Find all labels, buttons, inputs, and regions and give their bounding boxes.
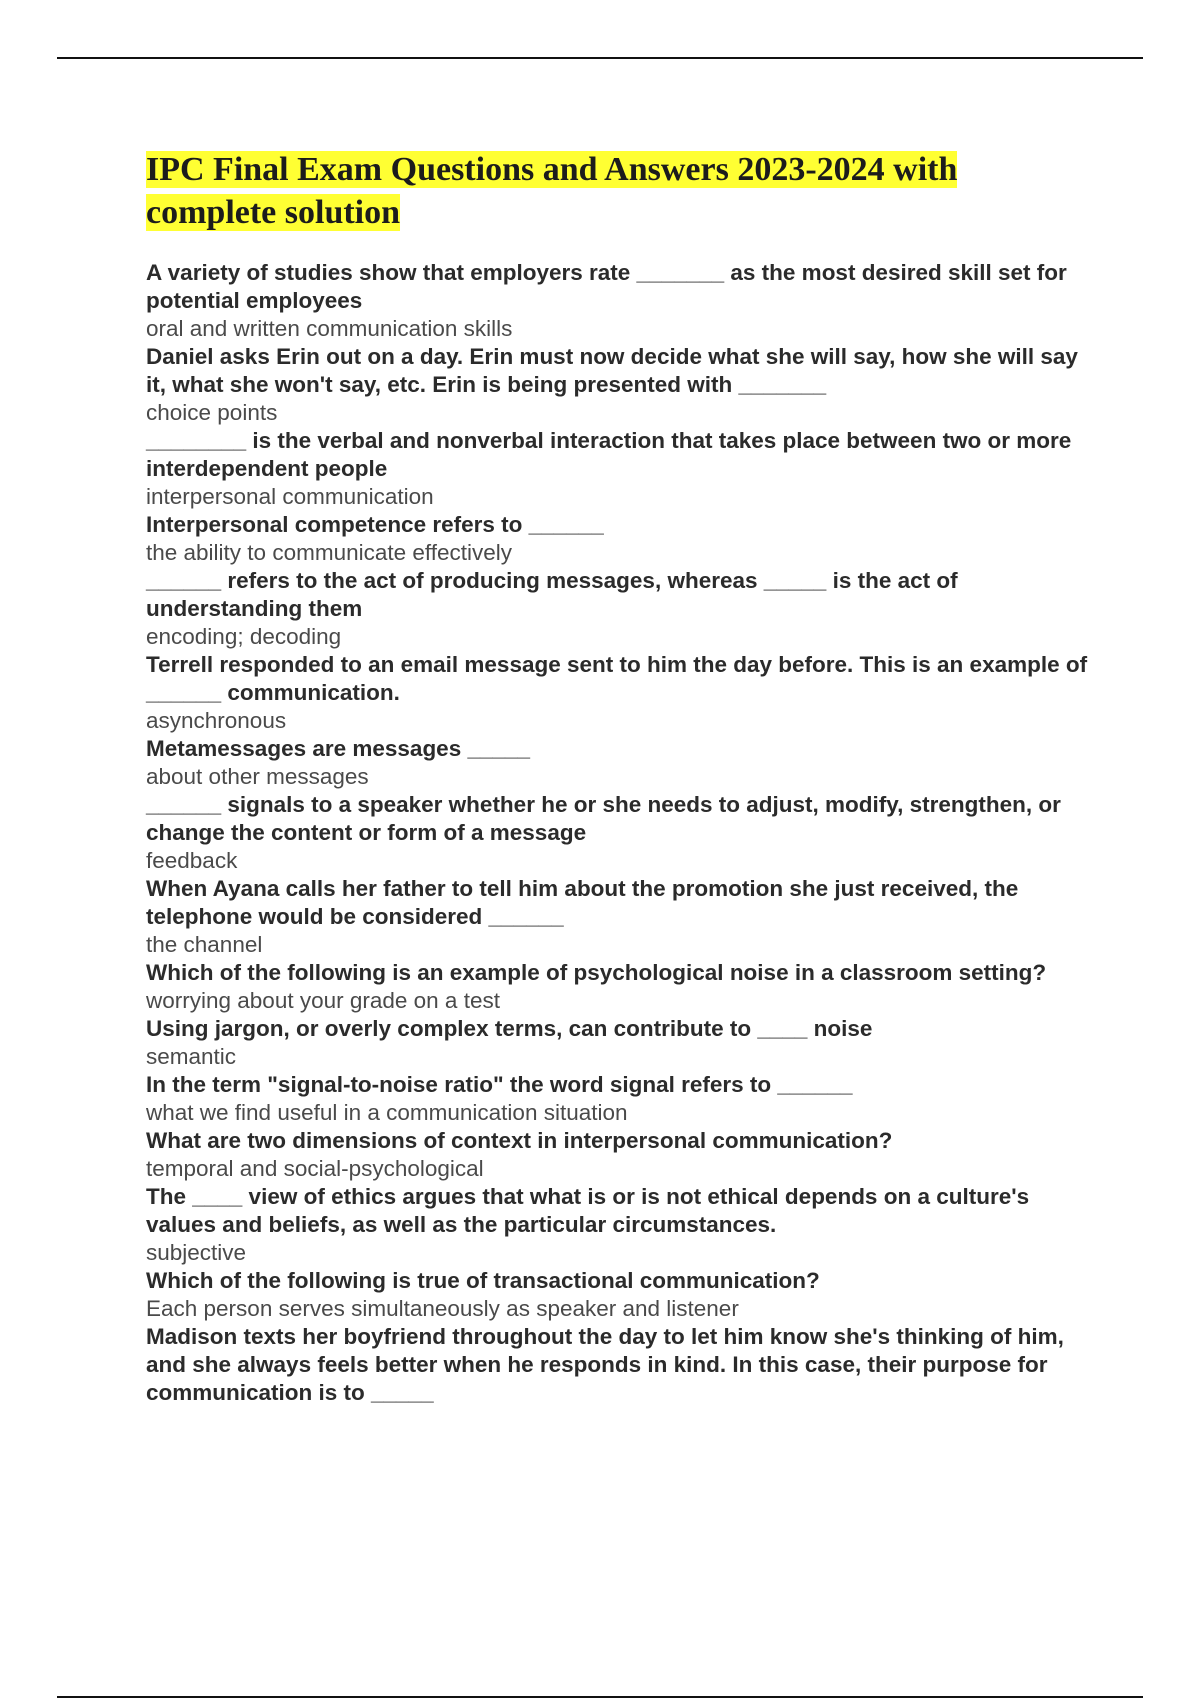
answer-text: semantic xyxy=(146,1044,237,1069)
answer-text: Each person serves simultaneously as speaker and listener xyxy=(146,1296,739,1321)
question-text: ________ is the verbal and nonverbal interaction that takes place between two or more interdependent people xyxy=(146,428,1072,481)
question-text: Using jargon, or overly complex terms, can contribute to ____ noise xyxy=(146,1016,873,1041)
answer-text: interpersonal communication xyxy=(146,484,434,509)
bottom-divider xyxy=(57,1696,1143,1698)
document-title-highlight: IPC Final Exam Questions and Answers 2023-2024 with complete solution xyxy=(146,151,958,231)
qa-item xyxy=(146,735,1096,791)
question-text: Which of the following is an example of psychological noise in a classroom setting? xyxy=(146,960,1047,985)
qa-item xyxy=(146,1183,1096,1267)
question-text: Which of the following is true of transactional communication? xyxy=(146,1268,820,1293)
question-text: The ____ view of ethics argues that what is or is not ethical depends on a culture's values and beliefs, as well as the particular circumstances. xyxy=(146,1184,1030,1237)
question-text: Interpersonal competence refers to ______ xyxy=(146,512,604,537)
qa-item xyxy=(146,343,1096,427)
question-text: In the term "signal-to-noise ratio" the word signal refers to ______ xyxy=(146,1072,853,1097)
question-text: ______ signals to a speaker whether he or she needs to adjust, modify, strengthen, or change the content or form of a message xyxy=(146,792,1061,845)
qa-item xyxy=(146,791,1096,875)
answer-text: the channel xyxy=(146,932,263,957)
answer-text: oral and written communication skills xyxy=(146,316,513,341)
question-text: Madison texts her boyfriend throughout the day to let him know she's thinking of him, and she always feels better when he responds in kind. In this case, their purpose for communication is to _____ xyxy=(146,1324,1064,1405)
qa-item xyxy=(146,1267,1096,1323)
qa-list xyxy=(146,259,1096,1407)
question-text: Terrell responded to an email message sent to him the day before. This is an example of ______ communication. xyxy=(146,652,1088,705)
answer-text: asynchronous xyxy=(146,708,287,733)
qa-item xyxy=(146,651,1096,735)
qa-item xyxy=(146,1071,1096,1127)
answer-text: what we find useful in a communication situation xyxy=(146,1100,628,1125)
answer-text: encoding; decoding xyxy=(146,624,342,649)
question-text: Metamessages are messages _____ xyxy=(146,736,531,761)
qa-item xyxy=(146,567,1096,651)
question-text: A variety of studies show that employers rate _______ as the most desired skill set for potential employees xyxy=(146,260,1067,313)
answer-text: subjective xyxy=(146,1240,247,1265)
answer-text: about other messages xyxy=(146,764,369,789)
question-text: When Ayana calls her father to tell him about the promotion she just received, the telephone would be considered ______ xyxy=(146,876,1019,929)
qa-item xyxy=(146,427,1096,511)
question-text: Daniel asks Erin out on a day. Erin must now decide what she will say, how she will say it, what she won't say, etc. Erin is being presented with _______ xyxy=(146,344,1078,397)
answer-text: the ability to communicate effectively xyxy=(146,540,513,565)
answer-text: temporal and social-psychological xyxy=(146,1156,484,1181)
qa-item xyxy=(146,875,1096,959)
qa-item xyxy=(146,1127,1096,1183)
qa-item xyxy=(146,959,1096,1015)
answer-text: choice points xyxy=(146,400,278,425)
document-title xyxy=(146,148,1096,234)
qa-item xyxy=(146,511,1096,567)
answer-text: feedback xyxy=(146,848,238,873)
question-text: ______ refers to the act of producing messages, whereas _____ is the act of understanding them xyxy=(146,568,958,621)
answer-text: worrying about your grade on a test xyxy=(146,988,500,1013)
qa-item xyxy=(146,259,1096,343)
qa-item xyxy=(146,1015,1096,1071)
document-body xyxy=(146,148,1096,1407)
top-divider xyxy=(57,57,1143,59)
qa-item xyxy=(146,1323,1096,1407)
question-text: What are two dimensions of context in interpersonal communication? xyxy=(146,1128,893,1153)
